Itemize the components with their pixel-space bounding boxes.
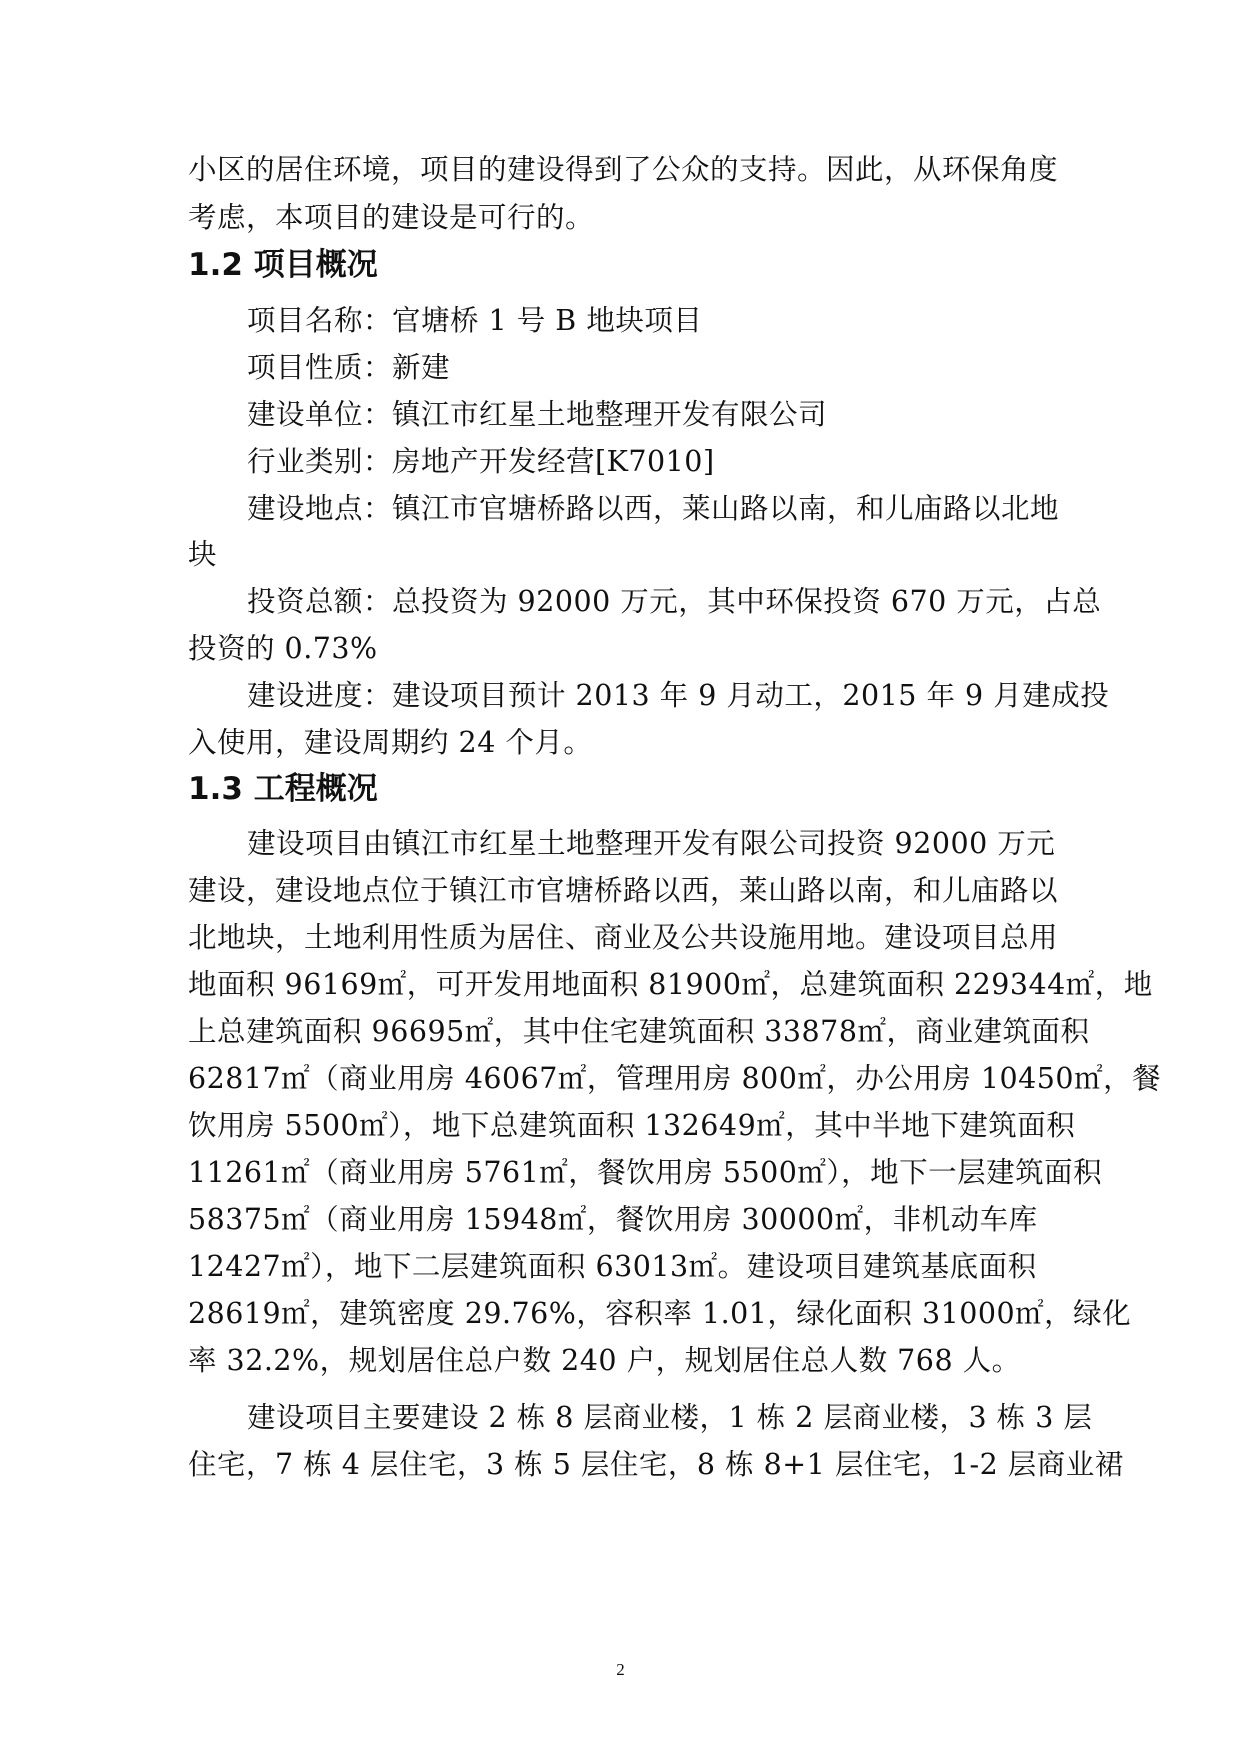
schedule-line-cont: 入使用，建设周期约 24 个月。 — [188, 726, 593, 759]
section-heading-1-3: 1.3 工程概况 — [188, 771, 378, 807]
page-number: 2 — [616, 1660, 625, 1679]
paragraph-line: 11261㎡（商业用房 5761㎡，餐饮用房 5500㎡），地下一层建筑面积 — [188, 1156, 1103, 1189]
text-line: 小区的居住环境，项目的建设得到了公众的支持。因此，从环保角度 — [188, 153, 1059, 186]
construction-site-line: 建设地点：镇江市官塘桥路以西，莱山路以南，和儿庙路以北地 — [247, 492, 1060, 525]
schedule-line: 建设进度：建设项目预计 2013 年 9 月动工，2015 年 9 月建成投 — [247, 679, 1110, 712]
construction-site-line-cont: 块 — [188, 538, 218, 571]
project-name-line: 项目名称：官塘桥 1 号 B 地块项目 — [247, 304, 703, 337]
paragraph-line: 率 32.2%，规划居住总户数 240 户，规划居住总人数 768 人。 — [188, 1344, 1021, 1377]
paragraph-line: 58375㎡（商业用房 15948㎡，餐饮用房 30000㎡，非机动车库 — [188, 1203, 1038, 1236]
paragraph-line: 住宅，7 栋 4 层住宅，3 栋 5 层住宅，8 栋 8+1 层住宅，1-2 层商业裙 — [188, 1448, 1124, 1481]
paragraph-line: 饮用房 5500㎡），地下总建筑面积 132649㎡，其中半地下建筑面积 — [188, 1109, 1076, 1142]
paragraph-line: 62817㎡（商业用房 46067㎡，管理用房 800㎡，办公用房 10450㎡，餐 — [188, 1062, 1162, 1095]
paragraph-line: 12427㎡），地下二层建筑面积 63013㎡。建设项目建筑基底面积 — [188, 1250, 1037, 1283]
paragraph-line: 北地块，土地利用性质为居住、商业及公共设施用地。建设项目总用 — [188, 921, 1059, 954]
construction-unit-line: 建设单位：镇江市红星土地整理开发有限公司 — [247, 398, 828, 431]
investment-line-cont: 投资的 0.73% — [188, 632, 378, 665]
paragraph-line: 建设项目主要建设 2 栋 8 层商业楼，1 栋 2 层商业楼，3 栋 3 层 — [247, 1401, 1093, 1434]
industry-category-line: 行业类别：房地产开发经营[K7010] — [247, 445, 715, 478]
paragraph-line: 地面积 96169㎡，可开发用地面积 81900㎡，总建筑面积 229344㎡，地 — [188, 968, 1153, 1001]
paragraph-line: 上总建筑面积 96695㎡，其中住宅建筑面积 33878㎡，商业建筑面积 — [188, 1015, 1090, 1048]
section-heading-1-2: 1.2 项目概况 — [188, 247, 378, 283]
paragraph-line: 28619㎡，建筑密度 29.76%，容积率 1.01，绿化面积 31000㎡，绿化 — [188, 1297, 1132, 1330]
text-line: 考虑，本项目的建设是可行的。 — [188, 201, 595, 234]
paragraph-line: 建设，建设地点位于镇江市官塘桥路以西，莱山路以南，和儿庙路以 — [188, 874, 1059, 907]
paragraph-line: 建设项目由镇江市红星土地整理开发有限公司投资 92000 万元 — [247, 827, 1056, 860]
investment-line: 投资总额：总投资为 92000 万元，其中环保投资 670 万元，占总 — [247, 585, 1102, 618]
project-nature-line: 项目性质：新建 — [247, 351, 451, 384]
